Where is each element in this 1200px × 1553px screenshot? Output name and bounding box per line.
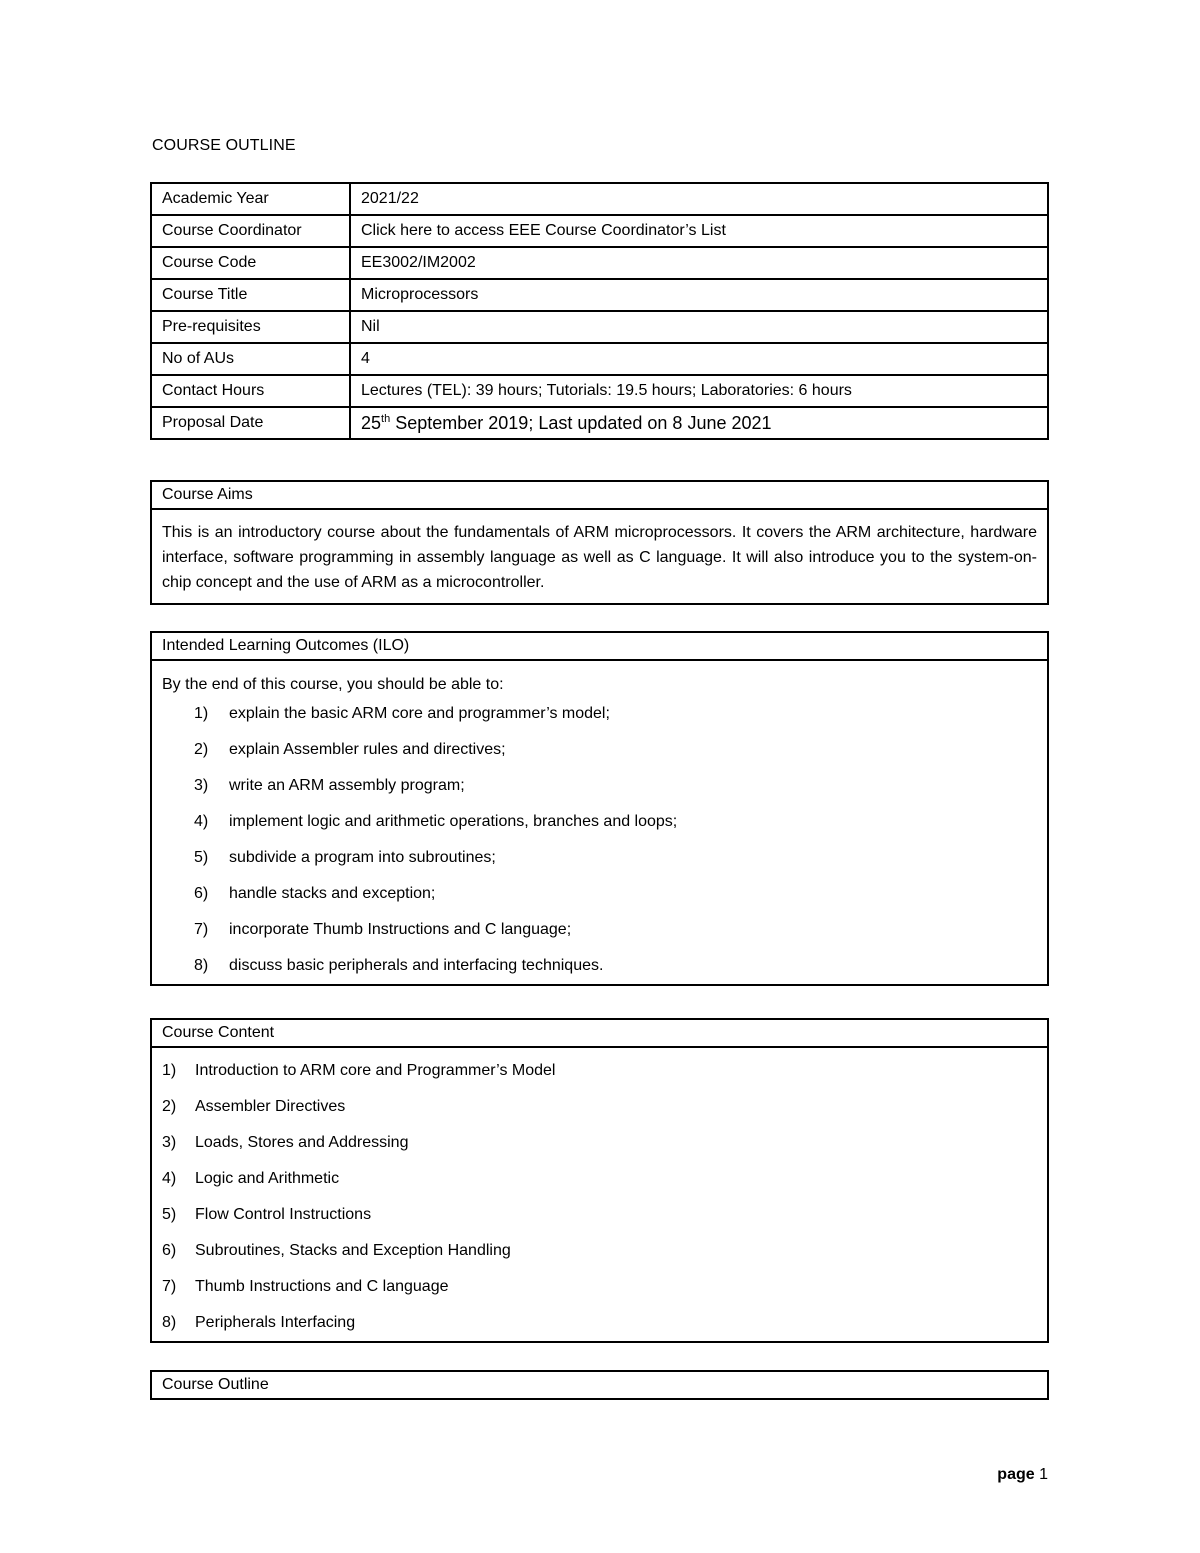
page-title: COURSE OUTLINE bbox=[152, 137, 296, 154]
item-text: incorporate Thumb Instructions and C language; bbox=[229, 921, 572, 938]
course-aims-section bbox=[150, 480, 1049, 605]
item-text: write an ARM assembly program; bbox=[229, 777, 465, 794]
course-info-table bbox=[150, 182, 1049, 440]
item-text: handle stacks and exception; bbox=[229, 885, 436, 902]
row-label: Proposal Date bbox=[151, 407, 350, 439]
page-num: 1 bbox=[1039, 1466, 1048, 1483]
item-number: 3) bbox=[162, 1134, 177, 1151]
row-value: Nil bbox=[350, 311, 1048, 343]
item-number: 6) bbox=[194, 885, 209, 902]
list-item bbox=[152, 696, 1047, 732]
section-header: Course Content bbox=[152, 1020, 1047, 1048]
list-item bbox=[152, 768, 1047, 804]
table-row bbox=[151, 343, 1048, 375]
proposal-date-value bbox=[350, 407, 1048, 439]
list-item bbox=[152, 1089, 1047, 1125]
row-label: Pre-requisites bbox=[151, 311, 350, 343]
item-text: subdivide a program into subroutines; bbox=[229, 849, 496, 866]
row-value: Microprocessors bbox=[350, 279, 1048, 311]
item-number: 7) bbox=[194, 921, 209, 938]
page-number bbox=[997, 1466, 1048, 1484]
ilo-intro: By the end of this course, you should be able to: bbox=[162, 676, 504, 693]
item-text: Introduction to ARM core and Programmer’s Model bbox=[195, 1062, 556, 1079]
item-number: 2) bbox=[162, 1098, 177, 1115]
row-label: Course Coordinator bbox=[151, 215, 350, 247]
list-item bbox=[152, 1305, 1047, 1341]
course-aims-text: This is an introductory course about the fundamentals of ARM microprocessors. It covers the ARM architecture, hardware interface, software programming in assembly language as well as C language. It will also introduce you to the system-on-chip concept and the use of ARM as a microcontroller. bbox=[162, 524, 1037, 591]
course-content-section bbox=[150, 1018, 1049, 1343]
table-row bbox=[151, 279, 1048, 311]
item-text: implement logic and arithmetic operations, branches and loops; bbox=[229, 813, 678, 830]
item-number: 8) bbox=[162, 1314, 177, 1331]
item-number: 4) bbox=[162, 1170, 177, 1187]
list-item bbox=[152, 876, 1047, 912]
item-number: 1) bbox=[162, 1062, 177, 1079]
item-number: 3) bbox=[194, 777, 209, 794]
course-outline-section bbox=[150, 1370, 1049, 1400]
item-text: Loads, Stores and Addressing bbox=[195, 1134, 409, 1151]
ilo-list bbox=[152, 696, 1047, 984]
item-text: Assembler Directives bbox=[195, 1098, 346, 1115]
list-item bbox=[152, 732, 1047, 768]
table-row bbox=[151, 311, 1048, 343]
item-number: 7) bbox=[162, 1278, 177, 1295]
ilo-section bbox=[150, 631, 1049, 986]
list-item bbox=[152, 1269, 1047, 1305]
table-row bbox=[151, 247, 1048, 279]
proposal-day-suffix: th bbox=[381, 412, 391, 425]
row-value: 2021/22 bbox=[350, 183, 1048, 215]
item-number: 8) bbox=[194, 957, 209, 974]
list-item bbox=[152, 948, 1047, 984]
item-text: Flow Control Instructions bbox=[195, 1206, 372, 1223]
item-text: explain Assembler rules and directives; bbox=[229, 741, 506, 758]
row-value: Lectures (TEL): 39 hours; Tutorials: 19.5 hours; Laboratories: 6 hours bbox=[350, 375, 1048, 407]
list-item bbox=[152, 1161, 1047, 1197]
item-text: discuss basic peripherals and interfacing techniques. bbox=[229, 957, 604, 974]
row-value: EE3002/IM2002 bbox=[350, 247, 1048, 279]
list-item bbox=[152, 1233, 1047, 1269]
item-text: Logic and Arithmetic bbox=[195, 1170, 340, 1187]
page-word: page bbox=[997, 1466, 1035, 1483]
item-text: Peripherals Interfacing bbox=[195, 1314, 356, 1331]
row-label: Course Title bbox=[151, 279, 350, 311]
row-value: 4 bbox=[350, 343, 1048, 375]
list-item bbox=[152, 912, 1047, 948]
content-list bbox=[152, 1048, 1047, 1341]
item-number: 1) bbox=[194, 705, 209, 722]
item-number: 4) bbox=[194, 813, 209, 830]
item-number: 6) bbox=[162, 1242, 177, 1259]
coordinator-list-link[interactable]: Click here to access EEE Course Coordinator’s List bbox=[350, 215, 1048, 247]
proposal-day: 25 bbox=[361, 412, 382, 433]
item-number: 5) bbox=[162, 1206, 177, 1223]
item-text: Thumb Instructions and C language bbox=[195, 1278, 449, 1295]
section-header: Course Aims bbox=[152, 482, 1047, 510]
item-number: 2) bbox=[194, 741, 209, 758]
section-header: Course Outline bbox=[162, 1376, 269, 1393]
row-label: Course Code bbox=[151, 247, 350, 279]
list-item bbox=[152, 804, 1047, 840]
item-text: explain the basic ARM core and programmer’s model; bbox=[229, 705, 610, 722]
row-label: Contact Hours bbox=[151, 375, 350, 407]
section-header: Intended Learning Outcomes (ILO) bbox=[152, 633, 1047, 661]
table-row bbox=[151, 407, 1048, 439]
proposal-date-rest: September 2019; Last updated on 8 June 2021 bbox=[390, 412, 772, 433]
row-label: No of AUs bbox=[151, 343, 350, 375]
list-item bbox=[152, 1053, 1047, 1089]
table-row bbox=[151, 375, 1048, 407]
row-label: Academic Year bbox=[151, 183, 350, 215]
table-row bbox=[151, 215, 1048, 247]
item-number: 5) bbox=[194, 849, 209, 866]
item-text: Subroutines, Stacks and Exception Handling bbox=[195, 1242, 511, 1259]
list-item bbox=[152, 840, 1047, 876]
list-item bbox=[152, 1125, 1047, 1161]
table-row bbox=[151, 183, 1048, 215]
list-item bbox=[152, 1197, 1047, 1233]
